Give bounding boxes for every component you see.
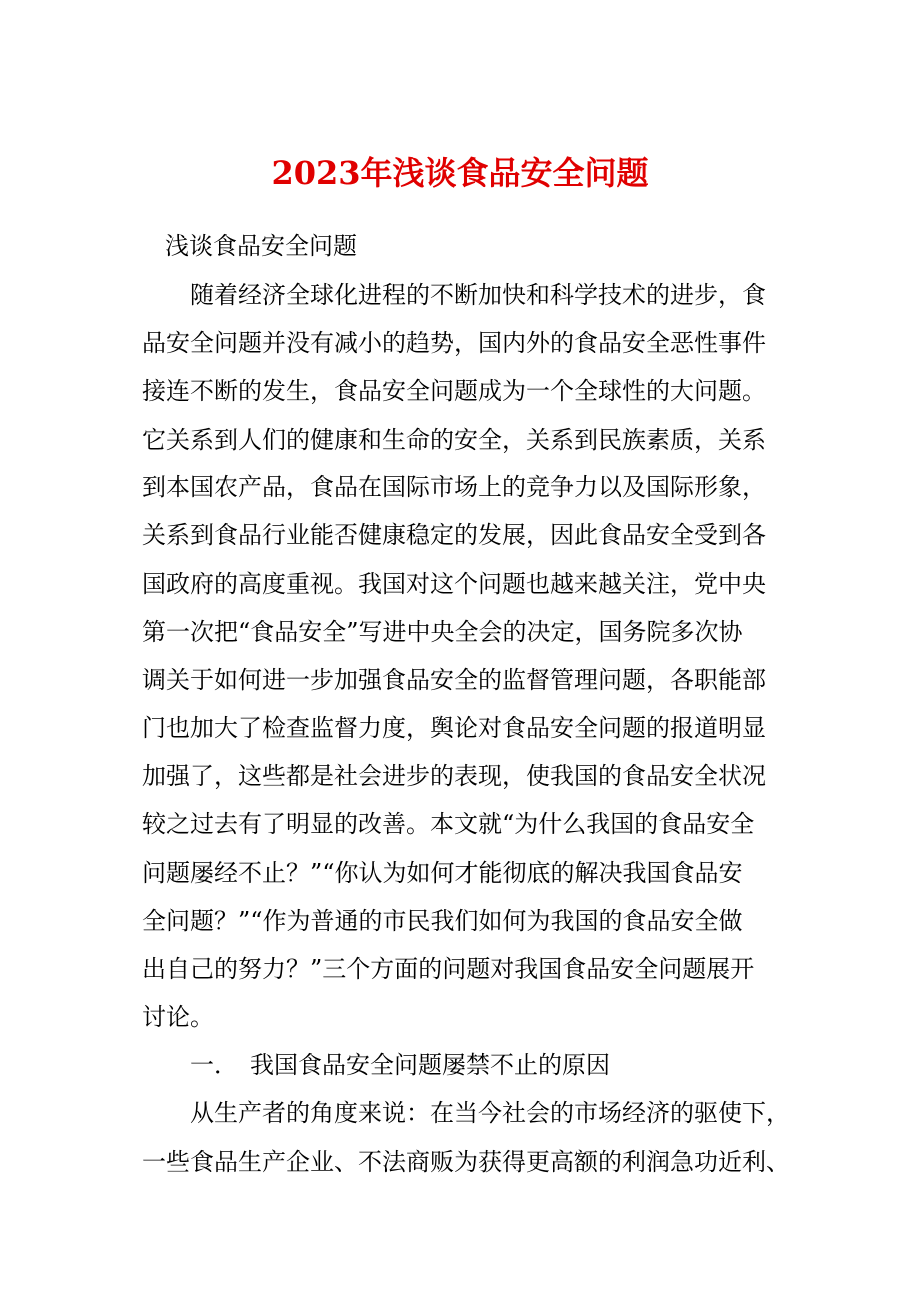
paragraph-line: 讨论。 [142,1003,214,1031]
paragraph-line: 第一次把“食品安全”写进中央全会的决定，国务院多次协 [142,618,743,646]
paragraph-line: 国政府的高度重视。我国对这个问题也越来越关注，党中央 [142,570,766,598]
paragraph-line: 品安全问题并没有减小的趋势，国内外的食品安全恶性事件 [142,329,766,357]
paragraph-line: 关系到食品行业能否健康稳定的发展，因此食品安全受到各 [142,521,766,549]
paragraph-line: 它关系到人们的健康和生命的安全，关系到民族素质，关系 [142,426,766,454]
paragraph-line: 问题屡经不止？”“你认为如何才能彻底的解决我国食品安 [142,859,743,887]
paragraph-line: 出自己的努力？”三个方面的问题对我国食品安全问题展开 [142,955,755,983]
paragraph-line: 接连不断的发生，食品安全问题成为一个全球性的大问题。 [142,377,766,405]
paragraph-line: 较之过去有了明显的改善。本文就“为什么我国的食品安全 [142,810,755,838]
paragraph-line: 加强了，这些都是社会进步的表现，使我国的食品安全状况 [142,762,766,790]
paragraph-line: 一些食品生产企业、不法商贩为获得更高额的利润急功近利、 [142,1148,790,1176]
paragraph-line: 全问题？”“作为普通的市民我们如何为我国的食品安全做 [142,907,743,935]
document-subtitle: 浅谈食品安全问题 [165,232,357,260]
paragraph-line: 随着经济全球化进程的不断加快和科学技术的进步，食 [190,281,766,309]
document-title: 2023年浅谈食品安全问题 [271,154,649,192]
section-heading: 一． 我国食品安全问题屡禁不止的原因 [190,1051,610,1079]
paragraph-line: 到本国农产品，食品在国际市场上的竞争力以及国际形象， [142,473,766,501]
paragraph-line: 门也加大了检查监督力度，舆论对食品安全问题的报道明显 [142,714,766,742]
paragraph-line: 调关于如何进一步加强食品安全的监督管理问题，各职能部 [142,666,766,694]
paragraph-line: 从生产者的角度来说：在当今社会的市场经济的驱使下， [190,1099,790,1127]
